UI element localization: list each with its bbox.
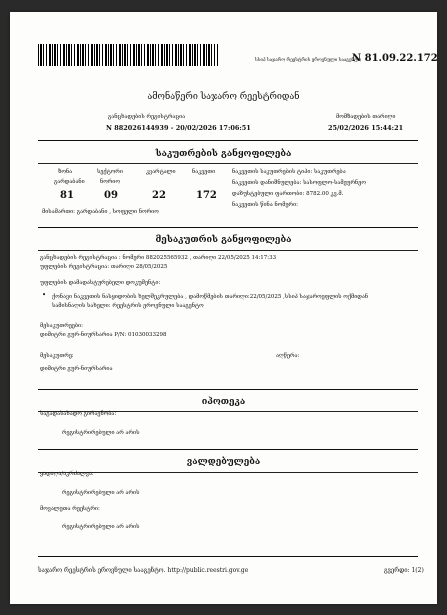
owner-section-title: მესაკუთრის განყოფილება [155,235,292,245]
block-value: 22 [152,190,166,201]
prep-date-label: მომზადების თარიღი [336,114,396,120]
debtors-value: რეგისტრირებული არ არის [62,524,140,530]
holder-value: დიმიტრი გურ-ნიურსარია [40,366,113,372]
debts-section-title: ვალდებულება [186,457,261,467]
mortgage-section-title: იპოთეკა [201,397,246,407]
parcel-prev-number: ნაკვეთის წინა ნომერი: [232,202,298,208]
owners-value: დიმიტრი გურ-ნიურსარია P/N: 01030033298 [40,332,167,338]
owners-label: მესაკუთრეები: [40,323,83,329]
footer-page-number: გვერდი: 1(2) [384,567,424,574]
registry-agency-small: სსიპ საჯარო რეესტრის ეროვნული სააგენტო [255,58,362,63]
prep-date-value: 25/02/2026 15:44:21 [328,124,404,132]
parcel-ownership-type: ნაკვეთის საკუთრების ტიპი: საკუთრება [232,169,346,175]
parcel-area: დაზუსტებული ფართობი: 8782.00 კვ.მ. [232,191,344,197]
sector-sub: ნორიო [100,179,120,185]
parcel-label: ნაკვეთი [192,169,216,175]
property-section-title: საკუთრების განყოფილება [155,149,292,159]
owner-registration-line: უფლების რეგისტრაცია: თარიღი 28/05/2025 [40,264,168,270]
footer-agency-link[interactable]: საჯარო რეესტრის ეროვნული სააგენტო. http://public.reestri.gov.ge [38,567,249,574]
divider [38,227,418,228]
basis-label: უფლების დამადასტურებელი დოკუმენტი: [40,280,161,286]
parcel-value: 172 [196,190,217,201]
divider [38,140,418,141]
bullet-icon: • [42,291,47,299]
debtors-label: მოვალეთა რეესტრი: [40,506,100,512]
application-value: N 882026144939 - 20/02/2026 17:06:51 [106,124,251,132]
property-address: მისამართი: გარდაბანი , სოფელი ნორიო [42,209,159,215]
zone-sub: გარდაბანი [54,179,85,185]
seizure-value: რეგისტრირებული არ არის [62,490,140,496]
barcode [38,44,218,66]
share-label: აღწერა: [276,353,300,359]
divider [38,472,418,473]
page-title: ამონაწერი საჯარო რეესტრიდან [147,92,300,102]
divider [38,556,418,557]
seizure-label: ყადაღა/აკრძალვა: [40,471,94,477]
holder-label: მესაკუთრე: [40,353,74,359]
registry-number: N 81.09.22.172 [352,53,438,64]
mortgage-value: რეგისტრირებული არ არის [62,430,140,436]
basis-text-line2: სამისნაღის სახელი: რეესტრის ეროვნული სააგენტო [52,303,204,309]
divider [38,449,418,450]
parcel-purpose: ნაკვეთის დანიშნულება: სასოფლო-სამეურნეო [232,180,366,186]
divider [38,163,418,164]
block-label: კვარტალი [146,169,176,175]
sector-label: სექტორი [97,169,123,175]
zone-label: ზონა [58,169,73,175]
zone-value: 81 [60,190,74,201]
owner-application-line: განცხადების რეგისტრაცია : ნომერი 882025565932 , თარიღი 22/05/2025 14:17:33 [40,255,277,261]
sector-value: 09 [104,190,118,201]
application-label: განცხადების რეგისტრაცია [108,114,186,120]
basis-text-line1: ქონავი ნაკვეთის ნასყიდობის ხელშეკრულება , დამოწმების თარიღი:22/05/2025 ,სსიპ საჯაროეფლის ოქმიდან [52,294,369,300]
divider [38,250,418,251]
mortgage-label: საგადასახადო გირავნობა: [40,411,117,417]
divider [38,389,418,390]
